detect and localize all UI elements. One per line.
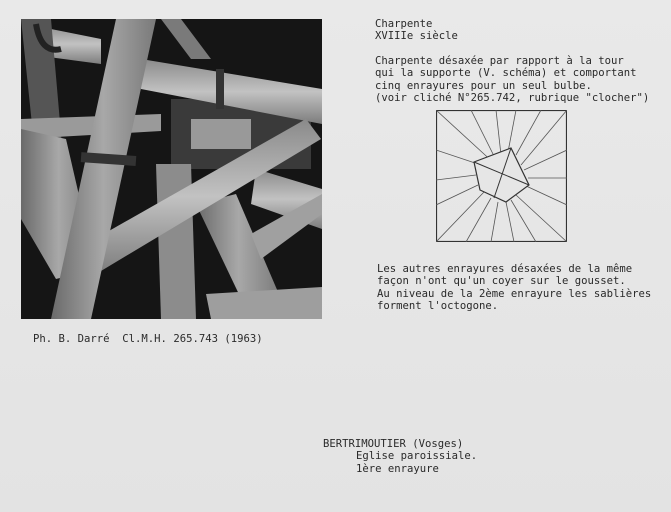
- location-line2: Eglise paroissiale.: [356, 450, 478, 463]
- photograph: [21, 19, 322, 319]
- description-line2: qui la supporte (V. schéma) et comportant: [375, 67, 637, 80]
- title-line2: XVIIIe siècle: [375, 30, 458, 43]
- description-line1: Charpente désaxée par rapport à la tour: [375, 55, 624, 67]
- note-line3: Au niveau de la 2ème enrayure les sablières: [377, 287, 652, 300]
- title-block: [375, 18, 458, 43]
- photo-credit: Ph. B. Darré Cl.M.H. 265.743 (1963): [33, 333, 263, 345]
- description-line4: (voir cliché N°265.742, rubrique "clocher"): [375, 91, 650, 104]
- location-line3: 1ère enrayure: [356, 462, 439, 475]
- title-line1: Charpente: [375, 18, 433, 30]
- description-block: [375, 55, 649, 104]
- location-line1: BERTRIMOUTIER (Vosges): [323, 438, 464, 450]
- note-line4: forment l'octogone.: [377, 299, 499, 312]
- note-block: [377, 263, 651, 312]
- location-block: [323, 438, 477, 475]
- framing-schema: [436, 110, 567, 242]
- note-line1: Les autres enrayures désaxées de la même: [377, 263, 633, 275]
- beam-photo-graphic: [21, 19, 322, 319]
- schema-diagram: [436, 110, 567, 242]
- description-line3: cinq enrayures pour un seul bulbe.: [375, 79, 592, 92]
- note-line2: façon n'ont qu'un coyer sur le gousset.: [377, 275, 626, 288]
